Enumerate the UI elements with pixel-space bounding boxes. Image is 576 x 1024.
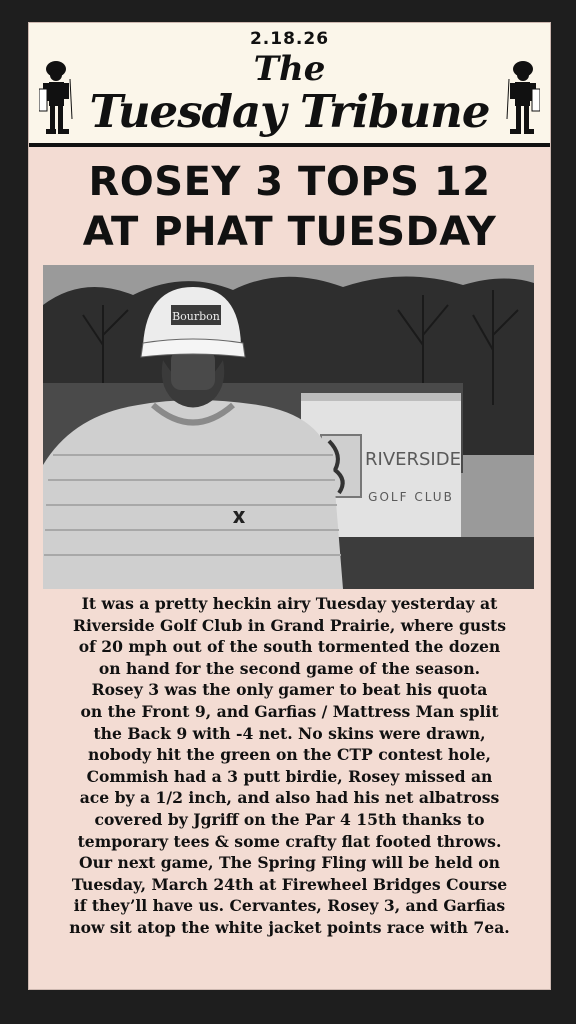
newspaper-title: Tuesday Tribune [89, 85, 490, 138]
story-line: It was a pretty heckin airy Tuesday yesterday at [81, 594, 498, 613]
story-body [29, 593, 550, 939]
story-line: covered by Jgriff on the Par 4 15th thanks to [94, 809, 485, 829]
story-line: ace by a 1/2 inch, and also had his net albatross [79, 788, 500, 808]
sign-subtitle: GOLF CLUB [368, 490, 454, 504]
story-line: Commish had a 3 putt birdie, Rosey missed an [86, 766, 493, 786]
story-line: the Back 9 with -4 net. No skins were drawn, [93, 723, 486, 743]
headline-line-2: AT PHAT TUESDAY [82, 209, 497, 255]
story-line: nobody hit the green on the CTP contest hole, [88, 745, 491, 765]
story-line: of 20 mph out of the south tormented the dozen [78, 637, 501, 657]
story-line: on hand for the second game of the season. [98, 658, 481, 678]
masthead-divider [29, 143, 550, 147]
masthead-the: The [253, 49, 326, 89]
newspaper-page [28, 22, 551, 990]
cap-logo-text: Bourbon [172, 310, 220, 323]
story-line: Riverside Golf Club in Grand Prairie, where gusts [73, 615, 506, 635]
headline [29, 157, 550, 257]
story-line: if they’ll have us. Cervantes, Rosey 3, and Garfias [73, 896, 506, 916]
story-line: temporary tees & some crafty flat footed throws. [77, 831, 502, 851]
sign-title: RIVERSIDE [365, 449, 461, 470]
story-line: Rosey 3 was the only gamer to beat his quota [91, 680, 488, 700]
story-line: now sit atop the white jacket points race with 7ea. [69, 917, 510, 937]
issue-date: 2.18.26 [249, 29, 330, 49]
story-line: Our next game, The Spring Fling will be held on [78, 853, 501, 873]
story-photo [43, 265, 534, 589]
story-line: on the Front 9, and Garfias / Mattress Man split [80, 701, 499, 721]
masthead [29, 23, 550, 143]
story-line: Tuesday, March 24th at Firewheel Bridges Course [71, 874, 508, 894]
headline-line-1: ROSEY 3 TOPS 12 [88, 159, 491, 205]
caddie-mascot-icon [504, 59, 540, 139]
